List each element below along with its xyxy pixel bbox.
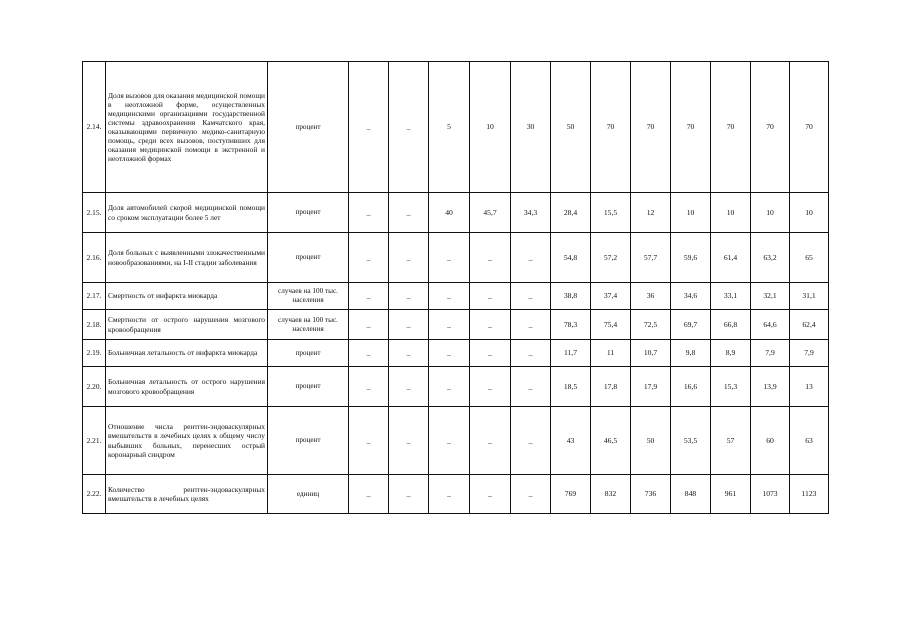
value-cell: 1123 <box>790 475 829 514</box>
value-cell: 70 <box>671 62 711 193</box>
value-cell: 63,2 <box>751 233 790 283</box>
value-cell: 57 <box>711 407 751 475</box>
value-cell: 17,8 <box>591 367 631 407</box>
value-cell: 57,7 <box>631 233 671 283</box>
value-cell: 12 <box>631 193 671 233</box>
value-cell: 70 <box>790 62 829 193</box>
value-cell: 10 <box>751 193 790 233</box>
value-cell: 10 <box>790 193 829 233</box>
indicator-name: Смертности от острого нарушения мозгового кровообращения <box>106 310 268 340</box>
value-cell: 50 <box>551 62 591 193</box>
value-cell: 11 <box>591 340 631 367</box>
value-cell: 61,4 <box>711 233 751 283</box>
indicator-name: Смертность от инфаркта миокарда <box>106 283 268 310</box>
indicator-name: Больничная летальность от инфаркта миокарда <box>106 340 268 367</box>
unit-of-measure: процент <box>268 62 349 193</box>
table-body <box>83 62 867 514</box>
value-cell: 66,8 <box>711 310 751 340</box>
row-number: 2.15. <box>83 193 106 233</box>
table-row <box>83 193 867 233</box>
unit-of-measure: процент <box>268 367 349 407</box>
value-cell: 10,7 <box>631 340 671 367</box>
value-cell: 53,5 <box>671 407 711 475</box>
value-cell: _ <box>429 475 470 514</box>
value-cell: _ <box>511 283 551 310</box>
value-cell: 78,3 <box>551 310 591 340</box>
unit-of-measure: случаев на 100 тыс. населения <box>268 283 349 310</box>
unit-of-measure: процент <box>268 233 349 283</box>
value-cell: _ <box>470 283 511 310</box>
value-cell: 10 <box>711 193 751 233</box>
value-cell: 769 <box>551 475 591 514</box>
value-cell: _ <box>429 283 470 310</box>
value-cell: _ <box>511 233 551 283</box>
value-cell: 848 <box>671 475 711 514</box>
value-cell: 36 <box>631 283 671 310</box>
value-cell: _ <box>389 367 429 407</box>
value-cell: 43 <box>551 407 591 475</box>
value-cell: 34,3 <box>511 193 551 233</box>
row-number: 2.20. <box>83 367 106 407</box>
value-cell: 13 <box>790 367 829 407</box>
value-cell: 961 <box>711 475 751 514</box>
row-number: 2.21. <box>83 407 106 475</box>
value-cell: 63 <box>790 407 829 475</box>
value-cell: 31,1 <box>790 283 829 310</box>
value-cell: _ <box>470 340 511 367</box>
value-cell: 736 <box>631 475 671 514</box>
value-cell: _ <box>389 193 429 233</box>
value-cell: _ <box>389 233 429 283</box>
value-cell: 54,8 <box>551 233 591 283</box>
table-row <box>83 407 867 475</box>
value-cell: 60 <box>751 407 790 475</box>
value-cell: 50 <box>631 407 671 475</box>
value-cell: _ <box>389 283 429 310</box>
value-cell: 18,5 <box>551 367 591 407</box>
value-cell: 32,1 <box>751 283 790 310</box>
value-cell: 65 <box>790 233 829 283</box>
value-cell: 17,9 <box>631 367 671 407</box>
value-cell: 5 <box>429 62 470 193</box>
value-cell: 10 <box>671 193 711 233</box>
value-cell: _ <box>470 475 511 514</box>
value-cell: 7,9 <box>790 340 829 367</box>
indicator-name: Больничная летальность от острого нарушения мозгового кровообращения <box>106 367 268 407</box>
value-cell: 70 <box>751 62 790 193</box>
value-cell: 64,6 <box>751 310 790 340</box>
value-cell: _ <box>470 233 511 283</box>
value-cell: 45,7 <box>470 193 511 233</box>
value-cell: _ <box>349 340 389 367</box>
value-cell: 69,7 <box>671 310 711 340</box>
value-cell: _ <box>349 193 389 233</box>
value-cell: _ <box>389 62 429 193</box>
value-cell: 57,2 <box>591 233 631 283</box>
value-cell: _ <box>511 310 551 340</box>
value-cell: _ <box>389 340 429 367</box>
value-cell: 70 <box>711 62 751 193</box>
indicators-table <box>82 61 867 514</box>
value-cell: 28,4 <box>551 193 591 233</box>
table-row <box>83 340 867 367</box>
value-cell: _ <box>389 310 429 340</box>
table-row <box>83 62 867 193</box>
unit-of-measure: случаев на 100 тыс. населения <box>268 310 349 340</box>
value-cell: 38,8 <box>551 283 591 310</box>
row-number: 2.17. <box>83 283 106 310</box>
value-cell: _ <box>470 367 511 407</box>
value-cell: 33,1 <box>711 283 751 310</box>
table-row <box>83 310 867 340</box>
value-cell: 30 <box>511 62 551 193</box>
value-cell: 75,4 <box>591 310 631 340</box>
value-cell: _ <box>511 407 551 475</box>
row-number: 2.22. <box>83 475 106 514</box>
value-cell: _ <box>349 283 389 310</box>
value-cell: _ <box>470 407 511 475</box>
table-row <box>83 233 867 283</box>
value-cell: _ <box>511 340 551 367</box>
value-cell: 8,9 <box>711 340 751 367</box>
value-cell: 16,6 <box>671 367 711 407</box>
value-cell: 15,3 <box>711 367 751 407</box>
value-cell: _ <box>389 407 429 475</box>
row-number: 2.18. <box>83 310 106 340</box>
value-cell: _ <box>511 367 551 407</box>
value-cell: 70 <box>631 62 671 193</box>
unit-of-measure: процент <box>268 340 349 367</box>
value-cell: _ <box>349 407 389 475</box>
unit-of-measure: единиц <box>268 475 349 514</box>
row-number: 2.16. <box>83 233 106 283</box>
value-cell: _ <box>429 310 470 340</box>
value-cell: 832 <box>591 475 631 514</box>
value-cell: _ <box>429 340 470 367</box>
value-cell: 37,4 <box>591 283 631 310</box>
value-cell: _ <box>349 310 389 340</box>
value-cell: 72,5 <box>631 310 671 340</box>
unit-of-measure: процент <box>268 407 349 475</box>
value-cell: _ <box>429 233 470 283</box>
value-cell: 40 <box>429 193 470 233</box>
value-cell: _ <box>429 367 470 407</box>
value-cell: _ <box>349 233 389 283</box>
value-cell: 15,5 <box>591 193 631 233</box>
value-cell: 13,9 <box>751 367 790 407</box>
value-cell: _ <box>511 475 551 514</box>
table-row <box>83 475 867 514</box>
row-number: 2.19. <box>83 340 106 367</box>
indicator-name: Доля больных с выявленными злокачественными новообразованиями, на I-II стадии заболевания <box>106 233 268 283</box>
value-cell: _ <box>349 62 389 193</box>
value-cell: _ <box>349 367 389 407</box>
value-cell: 11,7 <box>551 340 591 367</box>
value-cell: 70 <box>591 62 631 193</box>
value-cell: 9,8 <box>671 340 711 367</box>
table-row <box>83 367 867 407</box>
value-cell: _ <box>470 310 511 340</box>
value-cell: 10 <box>470 62 511 193</box>
row-number: 2.14. <box>83 62 106 193</box>
indicator-name: Доля вызовов для оказания медицинской помощи в неотложной форме, осуществленных медицинскими организациями государственной системы здравоохранения Камчатского края, оказывающими первичную медико-санитарную помощь, среди всех вызовов, поступивших для оказания медицинской помощи в экстренной и неотложной формах <box>106 62 268 193</box>
unit-of-measure: процент <box>268 193 349 233</box>
indicator-name: Доля автомобилей скорой медицинской помощи со сроком эксплуатации более 5 лет <box>106 193 268 233</box>
value-cell: 1073 <box>751 475 790 514</box>
value-cell: 46,5 <box>591 407 631 475</box>
value-cell: _ <box>349 475 389 514</box>
value-cell: 7,9 <box>751 340 790 367</box>
value-cell: _ <box>389 475 429 514</box>
value-cell: 62,4 <box>790 310 829 340</box>
indicator-name: Количество рентген-эндоваскулярных вмешательств в лечебных целях <box>106 475 268 514</box>
value-cell: _ <box>429 407 470 475</box>
table-row <box>83 283 867 310</box>
indicator-name: Отношение числа рентген-эндоваскулярных вмешательств в лечебных целях к общему числу выбывших больных, перенесших острый коронарный синдром <box>106 407 268 475</box>
value-cell: 34,6 <box>671 283 711 310</box>
value-cell: 59,6 <box>671 233 711 283</box>
